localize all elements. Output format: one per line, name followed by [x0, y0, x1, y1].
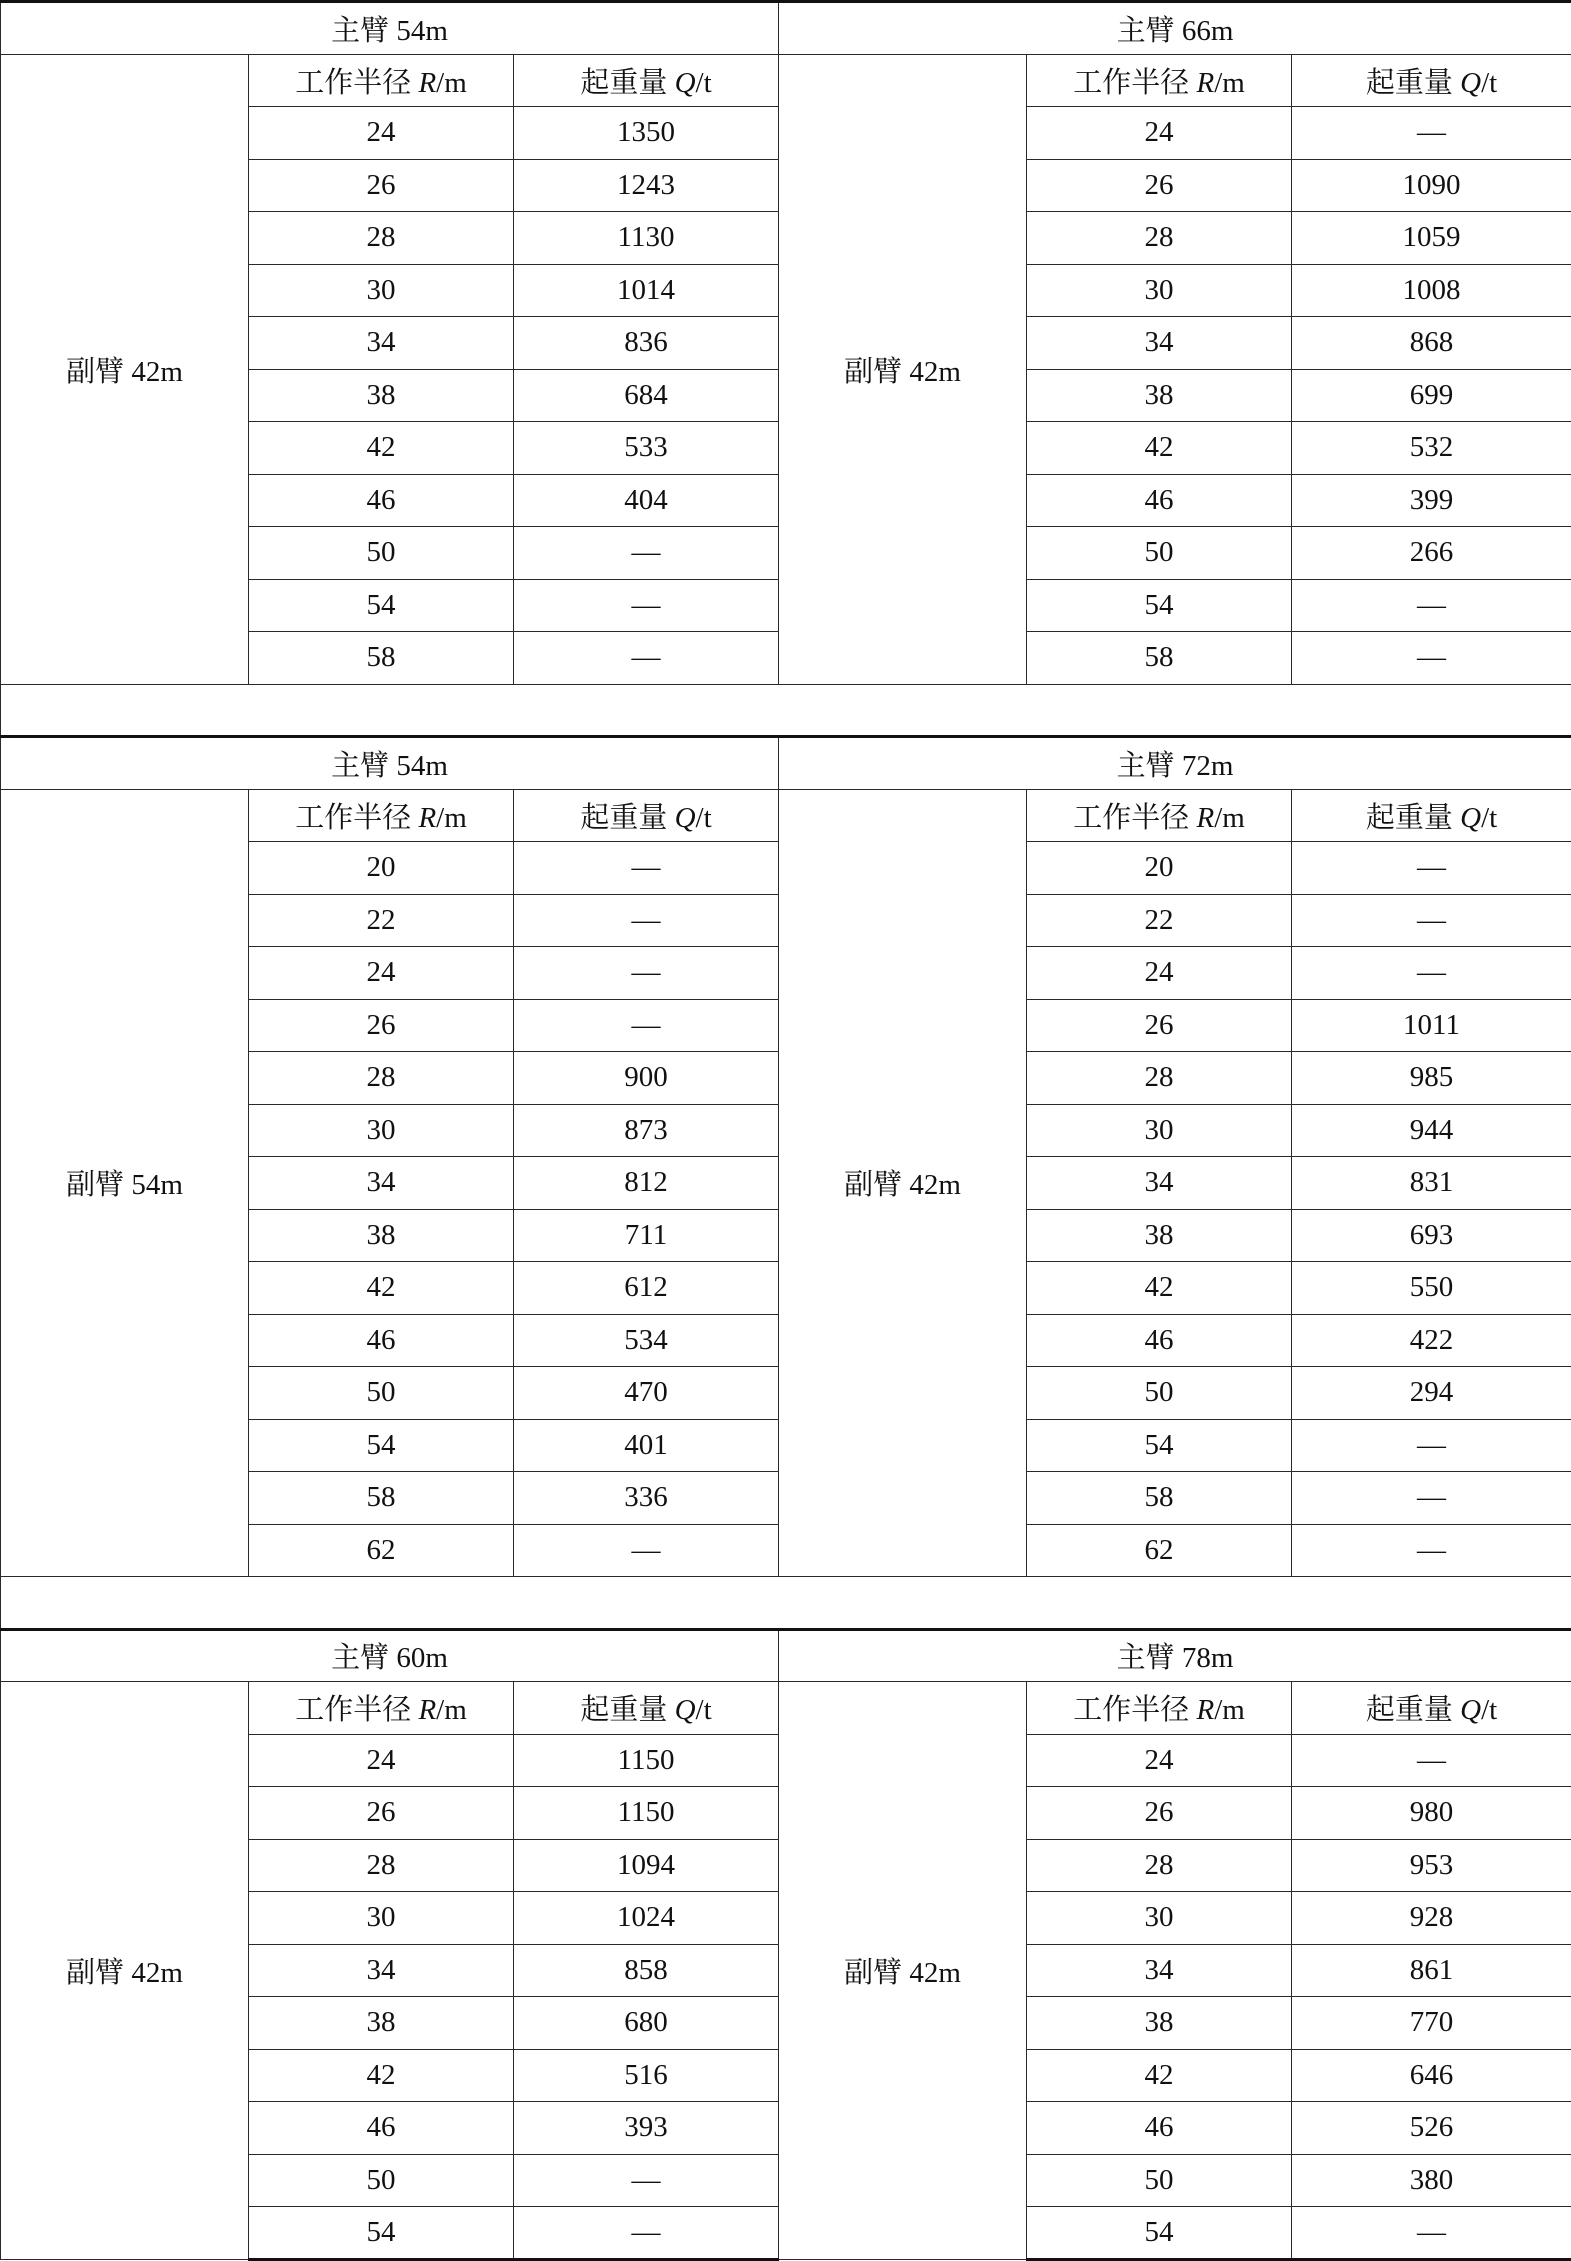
load-cell: 393 — [514, 2102, 779, 2155]
column-header-row — [1, 54, 1571, 107]
load-cell: 1011 — [1292, 999, 1571, 1052]
header-label: 工作半径 — [295, 67, 411, 99]
load-cell: — — [1292, 107, 1571, 160]
load-cell: 1094 — [514, 1839, 779, 1892]
header-variable: R — [418, 802, 436, 834]
radius-cell: 26 — [249, 1787, 514, 1840]
radius-cell: 26 — [1027, 999, 1292, 1052]
radius-cell: 38 — [249, 1997, 514, 2050]
load-column-header — [514, 54, 779, 107]
main-boom-title: 主臂 72m — [779, 737, 1571, 790]
header-unit: /m — [1214, 67, 1245, 99]
header-variable: Q — [1460, 67, 1481, 99]
load-cell: 1130 — [514, 212, 779, 265]
load-cell: 1024 — [514, 1892, 779, 1945]
radius-cell: 34 — [1027, 1157, 1292, 1210]
header-variable: R — [418, 67, 436, 99]
load-cell: 693 — [1292, 1209, 1571, 1262]
header-variable: Q — [675, 1694, 696, 1726]
jib-label: 副臂 42m — [779, 1682, 1027, 2260]
load-cell: 380 — [1292, 2154, 1571, 2207]
header-unit: /m — [436, 67, 467, 99]
radius-cell: 58 — [249, 1472, 514, 1525]
radius-cell: 54 — [249, 579, 514, 632]
section-title-row — [1, 1629, 1571, 1682]
jib-label: 副臂 42m — [1, 1682, 249, 2260]
radius-cell: 42 — [249, 1262, 514, 1315]
radius-cell: 34 — [1027, 1944, 1292, 1997]
load-cell: 612 — [514, 1262, 779, 1315]
load-cell: 985 — [1292, 1052, 1571, 1105]
load-cell: — — [514, 527, 779, 580]
load-cell: — — [1292, 2207, 1571, 2260]
radius-cell: 38 — [1027, 369, 1292, 422]
header-unit: /t — [1481, 802, 1497, 834]
load-cell: 470 — [514, 1367, 779, 1420]
load-cell: — — [1292, 1524, 1571, 1577]
load-cell: 868 — [1292, 317, 1571, 370]
radius-cell: 50 — [1027, 527, 1292, 580]
load-cell: — — [1292, 632, 1571, 685]
load-cell: — — [1292, 1472, 1571, 1525]
section-separator — [1, 1577, 1571, 1630]
header-variable: R — [1196, 67, 1214, 99]
load-cell: 680 — [514, 1997, 779, 2050]
radius-cell: 24 — [1027, 107, 1292, 160]
header-label: 工作半径 — [1073, 67, 1189, 99]
radius-cell: 28 — [249, 212, 514, 265]
load-cell: 532 — [1292, 422, 1571, 475]
load-cell: 928 — [1292, 1892, 1571, 1945]
radius-cell: 46 — [1027, 474, 1292, 527]
radius-cell: 30 — [249, 264, 514, 317]
load-cell: — — [1292, 894, 1571, 947]
radius-cell: 30 — [1027, 1104, 1292, 1157]
radius-cell: 28 — [249, 1839, 514, 1892]
load-cell: 399 — [1292, 474, 1571, 527]
header-label: 起重量 — [580, 1694, 667, 1726]
radius-cell: 58 — [1027, 1472, 1292, 1525]
header-variable: Q — [1460, 802, 1481, 834]
load-cell: 516 — [514, 2049, 779, 2102]
column-header-row — [1, 789, 1571, 842]
radius-cell: 42 — [1027, 422, 1292, 475]
jib-label: 副臂 42m — [1, 54, 249, 684]
load-column-header — [1292, 54, 1571, 107]
load-cell: 422 — [1292, 1314, 1571, 1367]
radius-column-header — [249, 1682, 514, 1735]
header-variable: R — [1196, 802, 1214, 834]
load-cell: 1350 — [514, 107, 779, 160]
header-label: 工作半径 — [295, 802, 411, 834]
header-variable: Q — [675, 67, 696, 99]
load-cell: 404 — [514, 474, 779, 527]
load-cell: 711 — [514, 1209, 779, 1262]
section-separator — [1, 684, 1571, 737]
load-cell: 831 — [1292, 1157, 1571, 1210]
radius-cell: 24 — [249, 1734, 514, 1787]
load-cell: — — [1292, 842, 1571, 895]
radius-cell: 38 — [249, 369, 514, 422]
radius-column-header — [1027, 789, 1292, 842]
load-cell: — — [514, 894, 779, 947]
load-cell: 858 — [514, 1944, 779, 1997]
radius-column-header — [1027, 1682, 1292, 1735]
radius-cell: 20 — [249, 842, 514, 895]
load-cell: 1150 — [514, 1734, 779, 1787]
main-boom-title: 主臂 66m — [779, 2, 1571, 55]
radius-cell: 54 — [1027, 2207, 1292, 2260]
radius-cell: 24 — [1027, 1734, 1292, 1787]
radius-cell: 30 — [1027, 1892, 1292, 1945]
header-unit: /m — [436, 1694, 467, 1726]
load-column-header — [514, 789, 779, 842]
load-cell: — — [514, 2207, 779, 2260]
load-cell: 944 — [1292, 1104, 1571, 1157]
load-cell: 550 — [1292, 1262, 1571, 1315]
header-unit: /t — [1481, 1694, 1497, 1726]
header-variable: Q — [1460, 1694, 1481, 1726]
load-cell: 861 — [1292, 1944, 1571, 1997]
header-label: 起重量 — [1366, 802, 1453, 834]
radius-cell: 30 — [249, 1104, 514, 1157]
header-label: 工作半径 — [295, 1694, 411, 1726]
main-boom-title: 主臂 54m — [1, 2, 779, 55]
section-title-row — [1, 737, 1571, 790]
radius-cell: 28 — [1027, 212, 1292, 265]
load-cell: 1090 — [1292, 159, 1571, 212]
radius-cell: 24 — [1027, 947, 1292, 1000]
main-boom-title: 主臂 60m — [1, 1629, 779, 1682]
header-label: 工作半径 — [1073, 1694, 1189, 1726]
load-cell: 533 — [514, 422, 779, 475]
radius-cell: 26 — [249, 999, 514, 1052]
radius-cell: 22 — [249, 894, 514, 947]
header-unit: /t — [696, 1694, 712, 1726]
load-cell: — — [1292, 1734, 1571, 1787]
radius-cell: 50 — [249, 1367, 514, 1420]
radius-cell: 24 — [249, 947, 514, 1000]
load-cell: 980 — [1292, 1787, 1571, 1840]
radius-column-header — [249, 789, 514, 842]
header-label: 起重量 — [1366, 67, 1453, 99]
header-unit: /m — [1214, 802, 1245, 834]
load-cell: — — [514, 999, 779, 1052]
load-column-header — [1292, 789, 1571, 842]
radius-cell: 30 — [249, 1892, 514, 1945]
load-cell: — — [514, 947, 779, 1000]
radius-cell: 42 — [1027, 2049, 1292, 2102]
radius-column-header — [1027, 54, 1292, 107]
radius-cell: 38 — [1027, 1997, 1292, 2050]
header-label: 起重量 — [580, 802, 667, 834]
header-label: 起重量 — [580, 67, 667, 99]
load-cell: 812 — [514, 1157, 779, 1210]
radius-cell: 38 — [1027, 1209, 1292, 1262]
radius-cell: 46 — [1027, 1314, 1292, 1367]
load-cell: 953 — [1292, 1839, 1571, 1892]
radius-cell: 54 — [1027, 579, 1292, 632]
radius-cell: 30 — [1027, 264, 1292, 317]
header-variable: R — [418, 1694, 436, 1726]
radius-cell: 50 — [1027, 1367, 1292, 1420]
radius-cell: 22 — [1027, 894, 1292, 947]
load-cell: 699 — [1292, 369, 1571, 422]
radius-cell: 42 — [1027, 1262, 1292, 1315]
header-label: 起重量 — [1366, 1694, 1453, 1726]
load-cell: — — [514, 842, 779, 895]
radius-cell: 34 — [249, 1157, 514, 1210]
load-cell: 534 — [514, 1314, 779, 1367]
load-cell: 401 — [514, 1419, 779, 1472]
radius-cell: 46 — [249, 474, 514, 527]
radius-cell: 54 — [1027, 1419, 1292, 1472]
radius-cell: 26 — [249, 159, 514, 212]
load-cell: 770 — [1292, 1997, 1571, 2050]
load-cell: 1150 — [514, 1787, 779, 1840]
header-unit: /t — [1481, 67, 1497, 99]
jib-label: 副臂 42m — [779, 789, 1027, 1577]
radius-cell: 50 — [249, 527, 514, 580]
radius-cell: 24 — [249, 107, 514, 160]
radius-cell: 28 — [249, 1052, 514, 1105]
radius-cell: 46 — [249, 2102, 514, 2155]
load-cell: 1243 — [514, 159, 779, 212]
separator-cell — [1, 684, 1571, 737]
radius-cell: 58 — [249, 632, 514, 685]
load-cell: — — [1292, 579, 1571, 632]
radius-cell: 62 — [249, 1524, 514, 1577]
load-cell: — — [514, 1524, 779, 1577]
radius-cell: 26 — [1027, 1787, 1292, 1840]
header-unit: /m — [436, 802, 467, 834]
jib-label: 副臂 42m — [779, 54, 1027, 684]
radius-cell: 34 — [1027, 317, 1292, 370]
load-cell: 900 — [514, 1052, 779, 1105]
load-column-header — [514, 1682, 779, 1735]
radius-cell: 28 — [1027, 1052, 1292, 1105]
load-cell: 873 — [514, 1104, 779, 1157]
load-cell: — — [1292, 947, 1571, 1000]
radius-cell: 38 — [249, 1209, 514, 1262]
jib-label: 副臂 54m — [1, 789, 249, 1577]
load-cell: 266 — [1292, 527, 1571, 580]
load-cell: 1008 — [1292, 264, 1571, 317]
header-unit: /m — [1214, 1694, 1245, 1726]
radius-cell: 20 — [1027, 842, 1292, 895]
separator-cell — [1, 1577, 1571, 1630]
load-cell: 836 — [514, 317, 779, 370]
header-label: 工作半径 — [1073, 802, 1189, 834]
header-variable: Q — [675, 802, 696, 834]
radius-cell: 50 — [1027, 2154, 1292, 2207]
radius-cell: 46 — [249, 1314, 514, 1367]
load-cell: 526 — [1292, 2102, 1571, 2155]
load-cell: 646 — [1292, 2049, 1571, 2102]
section-title-row — [1, 2, 1571, 55]
load-cell: 1014 — [514, 264, 779, 317]
radius-cell: 34 — [249, 317, 514, 370]
main-boom-title: 主臂 54m — [1, 737, 779, 790]
header-variable: R — [1196, 1694, 1214, 1726]
load-cell: — — [514, 2154, 779, 2207]
load-cell: 294 — [1292, 1367, 1571, 1420]
radius-cell: 28 — [1027, 1839, 1292, 1892]
radius-column-header — [249, 54, 514, 107]
main-boom-title: 主臂 78m — [779, 1629, 1571, 1682]
radius-cell: 46 — [1027, 2102, 1292, 2155]
header-unit: /t — [696, 67, 712, 99]
radius-cell: 26 — [1027, 159, 1292, 212]
radius-cell: 58 — [1027, 632, 1292, 685]
load-cell: 684 — [514, 369, 779, 422]
radius-cell: 42 — [249, 2049, 514, 2102]
load-cell: — — [514, 632, 779, 685]
radius-cell: 42 — [249, 422, 514, 475]
radius-cell: 62 — [1027, 1524, 1292, 1577]
load-column-header — [1292, 1682, 1571, 1735]
header-unit: /t — [696, 802, 712, 834]
load-cell: — — [1292, 1419, 1571, 1472]
load-cell: — — [514, 579, 779, 632]
column-header-row — [1, 1682, 1571, 1735]
radius-cell: 54 — [249, 1419, 514, 1472]
load-cell: 1059 — [1292, 212, 1571, 265]
load-cell: 336 — [514, 1472, 779, 1525]
radius-cell: 50 — [249, 2154, 514, 2207]
radius-cell: 34 — [249, 1944, 514, 1997]
radius-cell: 54 — [249, 2207, 514, 2260]
